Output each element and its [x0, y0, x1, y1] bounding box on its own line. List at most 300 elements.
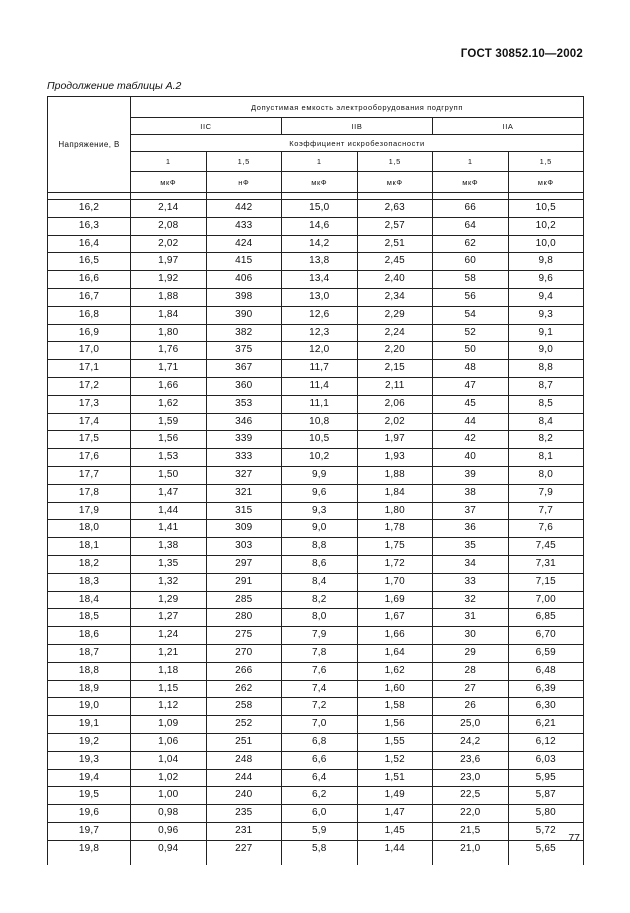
- voltage-cell: 18,5: [48, 609, 131, 627]
- value-cell: 8,4: [282, 573, 358, 591]
- value-cell: 227: [206, 840, 282, 857]
- voltage-cell: 18,7: [48, 644, 131, 662]
- value-cell: 2,51: [357, 235, 433, 253]
- value-cell: 6,59: [508, 644, 584, 662]
- voltage-cell: 19,4: [48, 769, 131, 787]
- value-cell: 5,95: [508, 769, 584, 787]
- value-cell: 1,50: [131, 466, 207, 484]
- value-cell: 1,56: [131, 431, 207, 449]
- value-cell: 6,8: [282, 733, 358, 751]
- unit-cell: мкФ: [282, 172, 358, 193]
- value-cell: 8,8: [508, 360, 584, 378]
- value-cell: 33: [433, 573, 509, 591]
- table-row: [48, 324, 584, 342]
- value-cell: 6,2: [282, 787, 358, 805]
- value-cell: 1,97: [131, 253, 207, 271]
- value-cell: 36: [433, 520, 509, 538]
- value-cell: 353: [206, 395, 282, 413]
- unit-cell: мкФ: [433, 172, 509, 193]
- value-cell: 27: [433, 680, 509, 698]
- value-cell: 23,0: [433, 769, 509, 787]
- value-cell: 7,31: [508, 555, 584, 573]
- value-cell: 398: [206, 288, 282, 306]
- value-cell: 64: [433, 217, 509, 235]
- value-cell: 5,65: [508, 840, 584, 857]
- value-cell: 6,30: [508, 698, 584, 716]
- value-cell: 315: [206, 502, 282, 520]
- value-cell: 8,1: [508, 449, 584, 467]
- value-cell: 2,45: [357, 253, 433, 271]
- value-cell: 1,52: [357, 751, 433, 769]
- value-cell: 7,9: [508, 484, 584, 502]
- value-cell: 2,02: [357, 413, 433, 431]
- value-cell: 13,4: [282, 271, 358, 289]
- value-cell: 9,0: [508, 342, 584, 360]
- value-cell: 1,62: [357, 662, 433, 680]
- voltage-cell: 17,4: [48, 413, 131, 431]
- document-code: ГОСТ 30852.10—2002: [460, 48, 583, 60]
- table-row: [48, 217, 584, 235]
- voltage-cell: 19,7: [48, 822, 131, 840]
- value-cell: 10,2: [508, 217, 584, 235]
- voltage-cell: 16,8: [48, 306, 131, 324]
- table-row: [48, 431, 584, 449]
- table-row: [48, 377, 584, 395]
- value-cell: 40: [433, 449, 509, 467]
- value-cell: 2,57: [357, 217, 433, 235]
- voltage-cell: 18,2: [48, 555, 131, 573]
- value-cell: 11,4: [282, 377, 358, 395]
- value-cell: 1,53: [131, 449, 207, 467]
- value-cell: 2,24: [357, 324, 433, 342]
- value-cell: 1,78: [357, 520, 433, 538]
- value-cell: 0,98: [131, 805, 207, 823]
- value-cell: 2,34: [357, 288, 433, 306]
- value-cell: 270: [206, 644, 282, 662]
- value-cell: 37: [433, 502, 509, 520]
- voltage-cell: 17,5: [48, 431, 131, 449]
- value-cell: 8,0: [282, 609, 358, 627]
- value-cell: 1,04: [131, 751, 207, 769]
- value-cell: 34: [433, 555, 509, 573]
- value-cell: 9,6: [282, 484, 358, 502]
- value-cell: 6,0: [282, 805, 358, 823]
- table-row: [48, 253, 584, 271]
- value-cell: 8,7: [508, 377, 584, 395]
- value-cell: 285: [206, 591, 282, 609]
- value-cell: 10,5: [508, 200, 584, 218]
- value-cell: 2,14: [131, 200, 207, 218]
- table-row: [48, 235, 584, 253]
- value-cell: 26: [433, 698, 509, 716]
- value-cell: 52: [433, 324, 509, 342]
- value-cell: 47: [433, 377, 509, 395]
- voltage-cell: 16,9: [48, 324, 131, 342]
- value-cell: 58: [433, 271, 509, 289]
- table-row: [48, 644, 584, 662]
- capacity-header: Допустимая емкость электрооборудования подгрупп: [131, 97, 584, 118]
- table-body: [48, 193, 584, 866]
- table-row: [48, 200, 584, 218]
- value-cell: 6,39: [508, 680, 584, 698]
- value-cell: 1,97: [357, 431, 433, 449]
- value-cell: 22,0: [433, 805, 509, 823]
- value-cell: 2,06: [357, 395, 433, 413]
- value-cell: 0,94: [131, 840, 207, 857]
- value-cell: 14,6: [282, 217, 358, 235]
- value-cell: 7,15: [508, 573, 584, 591]
- value-cell: 1,15: [131, 680, 207, 698]
- voltage-cell: 19,0: [48, 698, 131, 716]
- value-cell: 1,44: [357, 840, 433, 857]
- capacity-table: [47, 96, 584, 865]
- value-cell: 10,5: [282, 431, 358, 449]
- value-cell: 1,29: [131, 591, 207, 609]
- coef-cell: 1,5: [206, 152, 282, 172]
- value-cell: 11,7: [282, 360, 358, 378]
- group-header-iib: IIB: [282, 118, 433, 135]
- voltage-cell: 18,8: [48, 662, 131, 680]
- value-cell: 346: [206, 413, 282, 431]
- value-cell: 360: [206, 377, 282, 395]
- value-cell: 275: [206, 627, 282, 645]
- voltage-cell: 16,4: [48, 235, 131, 253]
- value-cell: 1,84: [131, 306, 207, 324]
- value-cell: 251: [206, 733, 282, 751]
- value-cell: 1,24: [131, 627, 207, 645]
- coef-cell: 1,5: [508, 152, 584, 172]
- value-cell: 309: [206, 520, 282, 538]
- value-cell: 2,40: [357, 271, 433, 289]
- value-cell: 1,66: [131, 377, 207, 395]
- value-cell: 25,0: [433, 716, 509, 734]
- value-cell: 0,96: [131, 822, 207, 840]
- value-cell: 60: [433, 253, 509, 271]
- table-row: [48, 822, 584, 840]
- value-cell: 13,8: [282, 253, 358, 271]
- value-cell: 7,6: [282, 662, 358, 680]
- value-cell: 1,00: [131, 787, 207, 805]
- value-cell: 248: [206, 751, 282, 769]
- value-cell: 266: [206, 662, 282, 680]
- value-cell: 1,27: [131, 609, 207, 627]
- value-cell: 1,67: [357, 609, 433, 627]
- coefficient-header: Коэффициент искробезопасности: [131, 135, 584, 152]
- value-cell: 297: [206, 555, 282, 573]
- value-cell: 1,47: [131, 484, 207, 502]
- value-cell: 406: [206, 271, 282, 289]
- value-cell: 1,18: [131, 662, 207, 680]
- value-cell: 7,6: [508, 520, 584, 538]
- value-cell: 262: [206, 680, 282, 698]
- value-cell: 62: [433, 235, 509, 253]
- table-caption: Продолжение таблицы А.2: [47, 80, 182, 92]
- table-row: [48, 698, 584, 716]
- voltage-cell: 16,2: [48, 200, 131, 218]
- value-cell: 382: [206, 324, 282, 342]
- voltage-cell: 18,4: [48, 591, 131, 609]
- value-cell: 12,0: [282, 342, 358, 360]
- voltage-cell: 19,6: [48, 805, 131, 823]
- coef-cell: 1: [433, 152, 509, 172]
- value-cell: 38: [433, 484, 509, 502]
- value-cell: 333: [206, 449, 282, 467]
- value-cell: 29: [433, 644, 509, 662]
- value-cell: 1,41: [131, 520, 207, 538]
- value-cell: 1,32: [131, 573, 207, 591]
- value-cell: 28: [433, 662, 509, 680]
- value-cell: 9,3: [508, 306, 584, 324]
- value-cell: 2,20: [357, 342, 433, 360]
- value-cell: 367: [206, 360, 282, 378]
- value-cell: 8,0: [508, 466, 584, 484]
- value-cell: 7,2: [282, 698, 358, 716]
- table-row: [48, 502, 584, 520]
- value-cell: 11,1: [282, 395, 358, 413]
- value-cell: 1,55: [357, 733, 433, 751]
- voltage-cell: 18,1: [48, 538, 131, 556]
- value-cell: 32: [433, 591, 509, 609]
- value-cell: 44: [433, 413, 509, 431]
- value-cell: 5,72: [508, 822, 584, 840]
- value-cell: 327: [206, 466, 282, 484]
- value-cell: 6,85: [508, 609, 584, 627]
- value-cell: 21,5: [433, 822, 509, 840]
- page-number: 77: [568, 832, 580, 844]
- table-row: [48, 555, 584, 573]
- value-cell: 244: [206, 769, 282, 787]
- value-cell: 1,84: [357, 484, 433, 502]
- value-cell: 1,62: [131, 395, 207, 413]
- value-cell: 1,06: [131, 733, 207, 751]
- table-row: [48, 751, 584, 769]
- value-cell: 5,9: [282, 822, 358, 840]
- value-cell: 10,2: [282, 449, 358, 467]
- value-cell: 48: [433, 360, 509, 378]
- value-cell: 8,4: [508, 413, 584, 431]
- value-cell: 8,8: [282, 538, 358, 556]
- table-header: [48, 97, 584, 193]
- table-row: [48, 413, 584, 431]
- voltage-cell: 16,7: [48, 288, 131, 306]
- value-cell: 280: [206, 609, 282, 627]
- value-cell: 8,5: [508, 395, 584, 413]
- value-cell: 2,02: [131, 235, 207, 253]
- value-cell: 442: [206, 200, 282, 218]
- value-cell: 5,87: [508, 787, 584, 805]
- table-row: [48, 342, 584, 360]
- unit-cell: нФ: [206, 172, 282, 193]
- group-header-iic: IIC: [131, 118, 282, 135]
- coef-cell: 1: [131, 152, 207, 172]
- value-cell: 7,00: [508, 591, 584, 609]
- value-cell: 31: [433, 609, 509, 627]
- voltage-cell: 19,3: [48, 751, 131, 769]
- value-cell: 9,6: [508, 271, 584, 289]
- value-cell: 1,58: [357, 698, 433, 716]
- value-cell: 2,63: [357, 200, 433, 218]
- value-cell: 6,4: [282, 769, 358, 787]
- voltage-cell: 17,3: [48, 395, 131, 413]
- value-cell: 7,45: [508, 538, 584, 556]
- voltage-cell: 19,2: [48, 733, 131, 751]
- voltage-cell: 17,6: [48, 449, 131, 467]
- coef-cell: 1,5: [357, 152, 433, 172]
- value-cell: 7,4: [282, 680, 358, 698]
- value-cell: 2,29: [357, 306, 433, 324]
- voltage-cell: 18,3: [48, 573, 131, 591]
- table-row: [48, 271, 584, 289]
- unit-cell: мкФ: [131, 172, 207, 193]
- value-cell: 1,88: [131, 288, 207, 306]
- value-cell: 1,38: [131, 538, 207, 556]
- value-cell: 7,8: [282, 644, 358, 662]
- value-cell: 2,15: [357, 360, 433, 378]
- value-cell: 1,45: [357, 822, 433, 840]
- voltage-cell: 18,6: [48, 627, 131, 645]
- value-cell: 321: [206, 484, 282, 502]
- voltage-cell: 16,6: [48, 271, 131, 289]
- value-cell: 1,59: [131, 413, 207, 431]
- value-cell: 1,66: [357, 627, 433, 645]
- value-cell: 240: [206, 787, 282, 805]
- value-cell: 9,3: [282, 502, 358, 520]
- value-cell: 339: [206, 431, 282, 449]
- voltage-cell: 17,8: [48, 484, 131, 502]
- table-row: [48, 449, 584, 467]
- unit-cell: мкФ: [508, 172, 584, 193]
- value-cell: 1,92: [131, 271, 207, 289]
- table-row: [48, 680, 584, 698]
- value-cell: 1,70: [357, 573, 433, 591]
- value-cell: 6,48: [508, 662, 584, 680]
- value-cell: 14,2: [282, 235, 358, 253]
- table-row: [48, 733, 584, 751]
- value-cell: 1,75: [357, 538, 433, 556]
- table-row: [48, 609, 584, 627]
- value-cell: 8,2: [508, 431, 584, 449]
- value-cell: 9,1: [508, 324, 584, 342]
- value-cell: 23,6: [433, 751, 509, 769]
- table-row: [48, 627, 584, 645]
- value-cell: 21,0: [433, 840, 509, 857]
- value-cell: 1,80: [357, 502, 433, 520]
- group-header-iia: IIA: [433, 118, 584, 135]
- value-cell: 1,35: [131, 555, 207, 573]
- value-cell: 45: [433, 395, 509, 413]
- value-cell: 291: [206, 573, 282, 591]
- table-row: [48, 787, 584, 805]
- value-cell: 5,8: [282, 840, 358, 857]
- value-cell: 1,64: [357, 644, 433, 662]
- value-cell: 9,0: [282, 520, 358, 538]
- value-cell: 8,2: [282, 591, 358, 609]
- value-cell: 1,21: [131, 644, 207, 662]
- value-cell: 1,56: [357, 716, 433, 734]
- value-cell: 54: [433, 306, 509, 324]
- table-row: [48, 306, 584, 324]
- value-cell: 1,09: [131, 716, 207, 734]
- value-cell: 9,8: [508, 253, 584, 271]
- voltage-cell: 19,8: [48, 840, 131, 857]
- table-row: [48, 360, 584, 378]
- table-row: [48, 591, 584, 609]
- value-cell: 39: [433, 466, 509, 484]
- value-cell: 231: [206, 822, 282, 840]
- table-row: [48, 520, 584, 538]
- value-cell: 50: [433, 342, 509, 360]
- value-cell: 1,12: [131, 698, 207, 716]
- value-cell: 303: [206, 538, 282, 556]
- table-row: [48, 484, 584, 502]
- value-cell: 15,0: [282, 200, 358, 218]
- value-cell: 375: [206, 342, 282, 360]
- table-row: [48, 662, 584, 680]
- table-row: [48, 805, 584, 823]
- header-gap: [48, 193, 584, 200]
- value-cell: 35: [433, 538, 509, 556]
- value-cell: 1,72: [357, 555, 433, 573]
- value-cell: 30: [433, 627, 509, 645]
- value-cell: 252: [206, 716, 282, 734]
- value-cell: 7,9: [282, 627, 358, 645]
- unit-cell: мкФ: [357, 172, 433, 193]
- table-row: [48, 466, 584, 484]
- value-cell: 6,03: [508, 751, 584, 769]
- voltage-cell: 17,0: [48, 342, 131, 360]
- value-cell: 10,0: [508, 235, 584, 253]
- value-cell: 2,08: [131, 217, 207, 235]
- voltage-cell: 17,9: [48, 502, 131, 520]
- value-cell: 1,02: [131, 769, 207, 787]
- value-cell: 1,93: [357, 449, 433, 467]
- value-cell: 56: [433, 288, 509, 306]
- value-cell: 6,21: [508, 716, 584, 734]
- voltage-cell: 18,9: [48, 680, 131, 698]
- value-cell: 1,49: [357, 787, 433, 805]
- value-cell: 7,0: [282, 716, 358, 734]
- value-cell: 415: [206, 253, 282, 271]
- voltage-cell: 16,3: [48, 217, 131, 235]
- table-row: [48, 716, 584, 734]
- value-cell: 2,11: [357, 377, 433, 395]
- value-cell: 1,60: [357, 680, 433, 698]
- value-cell: 6,12: [508, 733, 584, 751]
- value-cell: 12,6: [282, 306, 358, 324]
- value-cell: 8,6: [282, 555, 358, 573]
- value-cell: 12,3: [282, 324, 358, 342]
- value-cell: 5,80: [508, 805, 584, 823]
- coef-cell: 1: [282, 152, 358, 172]
- value-cell: 390: [206, 306, 282, 324]
- value-cell: 235: [206, 805, 282, 823]
- value-cell: 7,7: [508, 502, 584, 520]
- value-cell: 9,9: [282, 466, 358, 484]
- value-cell: 424: [206, 235, 282, 253]
- value-cell: 13,0: [282, 288, 358, 306]
- table-row: [48, 538, 584, 556]
- value-cell: 1,51: [357, 769, 433, 787]
- voltage-cell: 18,0: [48, 520, 131, 538]
- table-row: [48, 573, 584, 591]
- table-row: [48, 395, 584, 413]
- voltage-cell: 17,1: [48, 360, 131, 378]
- value-cell: 1,44: [131, 502, 207, 520]
- voltage-header: Напряжение, В: [48, 97, 131, 193]
- value-cell: 1,69: [357, 591, 433, 609]
- value-cell: 1,80: [131, 324, 207, 342]
- voltage-cell: 17,2: [48, 377, 131, 395]
